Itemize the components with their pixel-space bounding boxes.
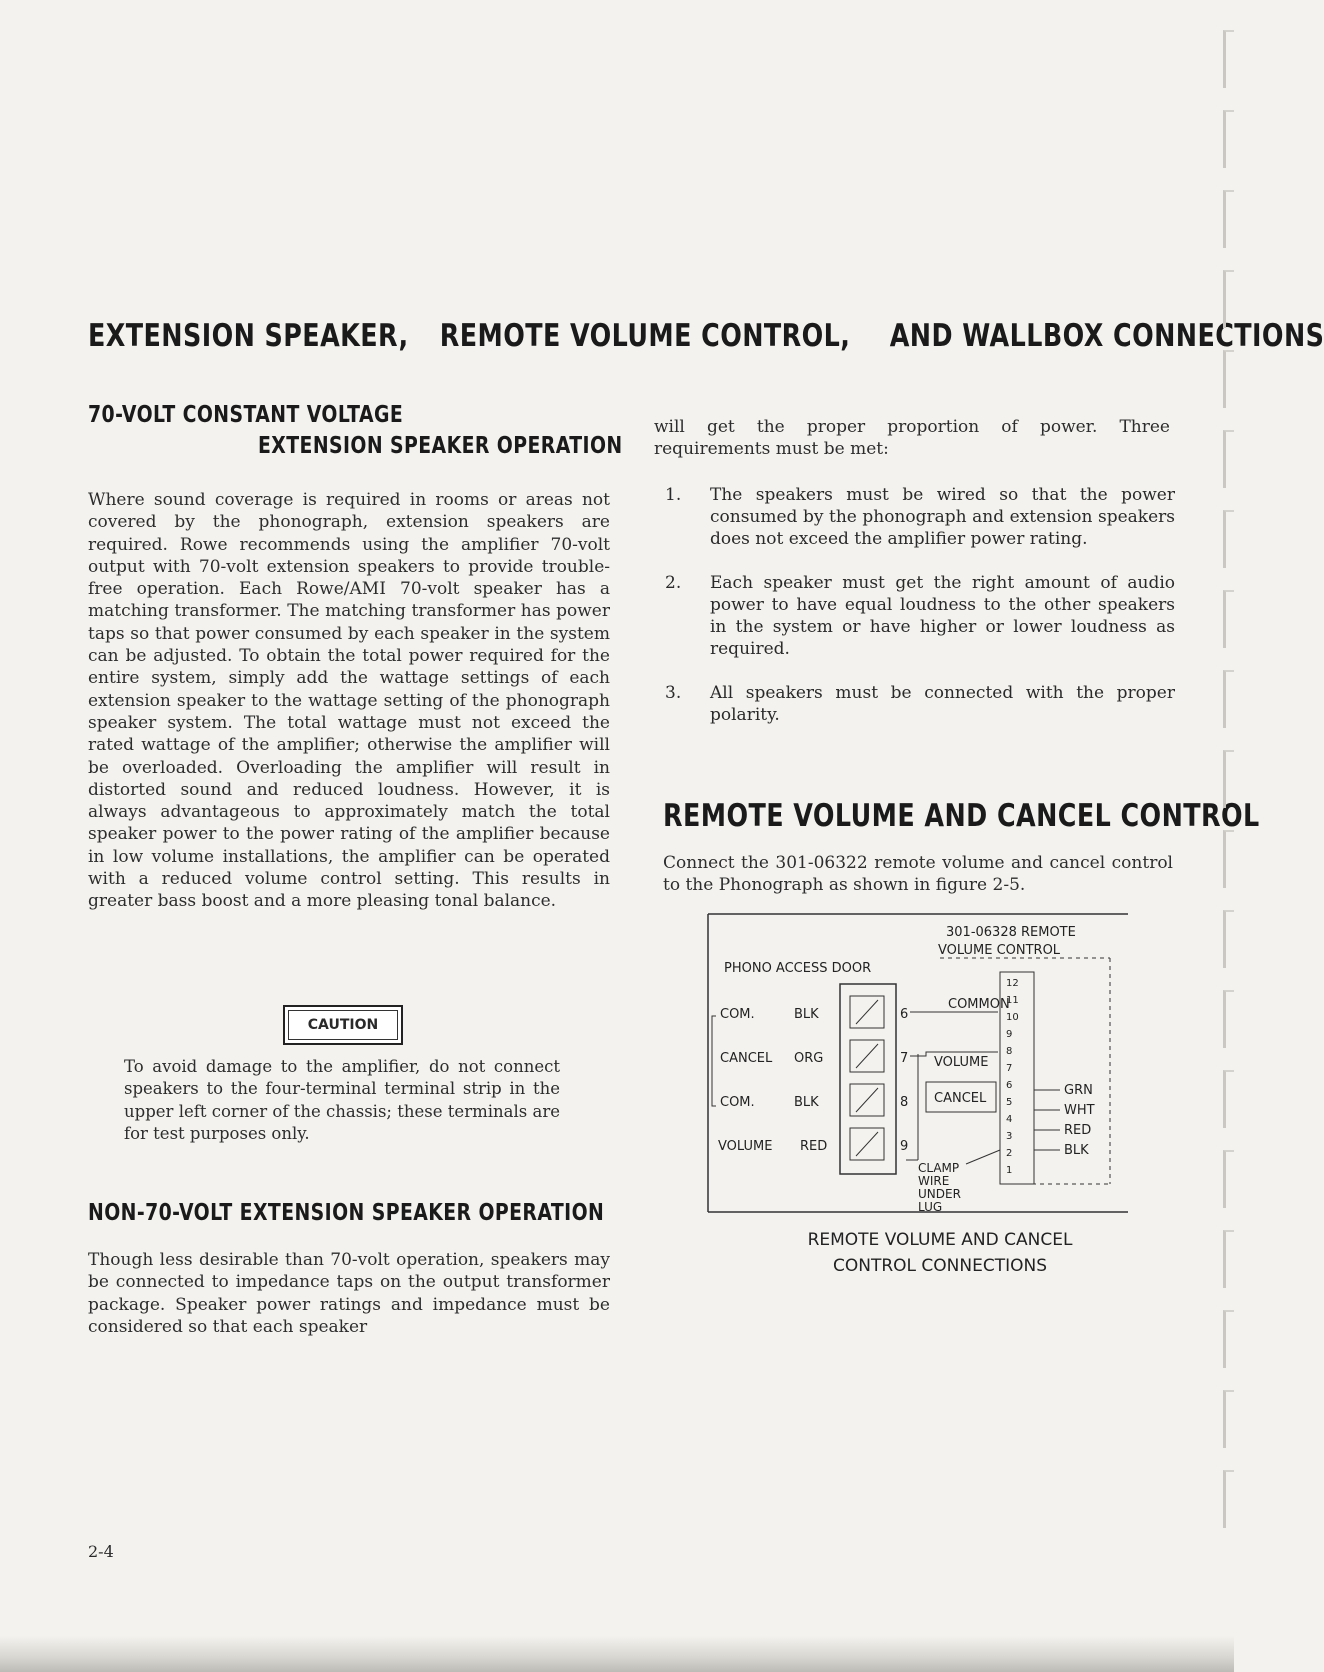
right-column-intro: will get the proper proportion of power. Three requirements must be met: [654,417,1170,460]
remote-label-1: 301-06328 REMOTE [946,925,1076,940]
binder-tab [1223,830,1234,888]
caution-text: To avoid damage to the amplifier, do not connect speakers to the four-terminal terminal strip in the upper left corner of the chassis; these terminals are for test purposes only. [124,1057,560,1143]
page-title-part-3: AND WALLBOX CONNECTIONS [889,318,1324,354]
binder-tab [1223,1310,1234,1368]
row-3-color: BLK [794,1095,819,1110]
binder-tab [1223,110,1234,168]
section-2-body: Though less desirable than 70-volt operation, speakers may be connected to impedance taps on the output transformer package. Speaker power ratings and impedance must be considered so that each speaker [88,1250,610,1337]
caution-label: CAUTION [307,1017,379,1033]
remote-terminal-number: 4 [1006,1114,1013,1125]
binder-tab [1223,270,1234,328]
clamp-label-1: CLAMP [918,1161,960,1175]
list-item [665,572,1175,660]
remote-terminal-number: 10 [1006,1012,1019,1023]
remote-terminal-number: 8 [1006,1046,1013,1057]
binder-tab [1223,30,1234,88]
remote-terminal-number: 12 [1006,978,1019,989]
page-title-part-1: EXTENSION SPEAKER, [88,318,409,354]
list-item [665,682,1175,726]
binder-tab [1223,1150,1234,1208]
binder-edge [1220,30,1234,1590]
remote-label-2: VOLUME CONTROL [938,943,1061,958]
remote-terminal-number: 2 [1006,1148,1013,1159]
binder-tab [1223,350,1234,408]
section-1-title-line-1: 70-VOLT CONSTANT VOLTAGE [88,402,404,428]
binder-tab [1223,750,1234,808]
right-color-3: RED [1064,1123,1092,1138]
row-1-name: COM. [720,1007,755,1022]
binder-tab [1223,590,1234,648]
section-1-body: Where sound coverage is required in rooms or areas not covered by the phonograph, extension speakers are required. Rowe recommends using the amplifier 70-volt output with 70-volt extension speakers to provide trouble-free operation. Each Rowe/AMI 70-volt speaker has a matching transformer. The matching transformer has power taps so that power consumed by each speaker in the system can be adjusted. To obtain the total power required for the entire system, simply add the wattage settings of each extension speaker to the wattage setting of the phonograph speaker system. The total wattage must not exceed the rated wattage of the amplifier; otherwise the amplifier will be overloaded. Overloading the amplifier will result in distorted sound and reduced loudness. However, it is always advantageous to approximately match the total speaker power to the power rating of the amplifier because in low volume installations, the amplifier can be operated with a reduced volume control setting. This results in greater bass boost and a more pleasing tonal balance. [88,490,610,912]
remote-terminal-number: 6 [1006,1080,1013,1091]
binder-tab [1223,910,1234,968]
section-1-title-line-2: EXTENSION SPEAKER OPERATION [258,433,623,459]
row-3-name: COM. [720,1095,755,1110]
binder-tab [1223,510,1234,568]
binder-tab [1223,1070,1234,1128]
section-3-body: Connect the 301-06322 remote volume and cancel control to the Phonograph as shown in figure 2-5. [663,853,1173,896]
binder-tab [1223,1470,1234,1528]
binder-tab [1223,1390,1234,1448]
wire-cancel-label: CANCEL [934,1091,987,1106]
row-2-name: CANCEL [720,1051,773,1066]
list-text: Each speaker must get the right amount of audio power to have equal loudness to the other speakers in the system or have higher or lower loudness as required. [710,573,1175,659]
section-2-title: NON-70-VOLT EXTENSION SPEAKER OPERATION [88,1200,605,1226]
remote-terminal-number: 1 [1006,1165,1013,1176]
row-2-terminal: 7 [900,1051,909,1066]
wire-volume-label: VOLUME [934,1055,989,1070]
binder-tab [1223,430,1234,488]
page-bottom-edge [0,1636,1234,1672]
remote-terminal-number: 7 [1006,1063,1013,1074]
figure-caption-line-2: CONTROL CONNECTIONS [832,1256,1047,1276]
list-number: 2. [665,573,682,593]
binder-tab [1223,190,1234,248]
binder-tab [1223,670,1234,728]
remote-terminal-number: 11 [1006,995,1019,1006]
terminal-screws [850,996,884,1160]
section-3-title: REMOTE VOLUME AND CANCEL CONTROL [663,798,1260,834]
right-color-1: GRN [1064,1083,1093,1098]
remote-terminal-number: 9 [1006,1029,1013,1040]
row-1-terminal: 6 [900,1007,909,1022]
requirements-list [665,484,1175,748]
wiring-diagram [708,914,1128,1216]
clamp-label-3: UNDER [918,1187,961,1201]
binder-tab [1223,990,1234,1048]
page-title-part-2: REMOTE VOLUME CONTROL, [439,318,851,354]
page-number: 2-4 [88,1542,114,1561]
list-number: 3. [665,683,682,703]
row-4-terminal: 9 [900,1139,909,1154]
remote-terminal-number: 3 [1006,1131,1013,1142]
remote-terminal-number: 5 [1006,1097,1013,1108]
clamp-label-2: WIRE [918,1174,950,1188]
row-1-color: BLK [794,1007,819,1022]
right-color-4: BLK [1064,1143,1089,1158]
page-title [88,318,1324,354]
figure-caption-line-1: REMOTE VOLUME AND CANCEL [807,1230,1073,1250]
row-4-color: RED [800,1139,828,1154]
clamp-label-4: LUG [918,1200,943,1214]
row-3-terminal: 8 [900,1095,909,1110]
list-text: The speakers must be wired so that the power consumed by the phonograph and extension speakers does not exceed the amplifier power rating. [710,485,1175,549]
right-color-2: WHT [1064,1103,1095,1118]
caution-badge [283,1005,403,1045]
row-2-color: ORG [794,1051,824,1066]
wire-common-label: COMMON [948,997,1010,1012]
door-label: PHONO ACCESS DOOR [724,961,872,976]
binder-tab [1223,1230,1234,1288]
list-text: All speakers must be connected with the proper polarity. [710,683,1175,725]
list-number: 1. [665,485,682,505]
row-4-name: VOLUME [718,1139,773,1154]
list-item [665,484,1175,550]
